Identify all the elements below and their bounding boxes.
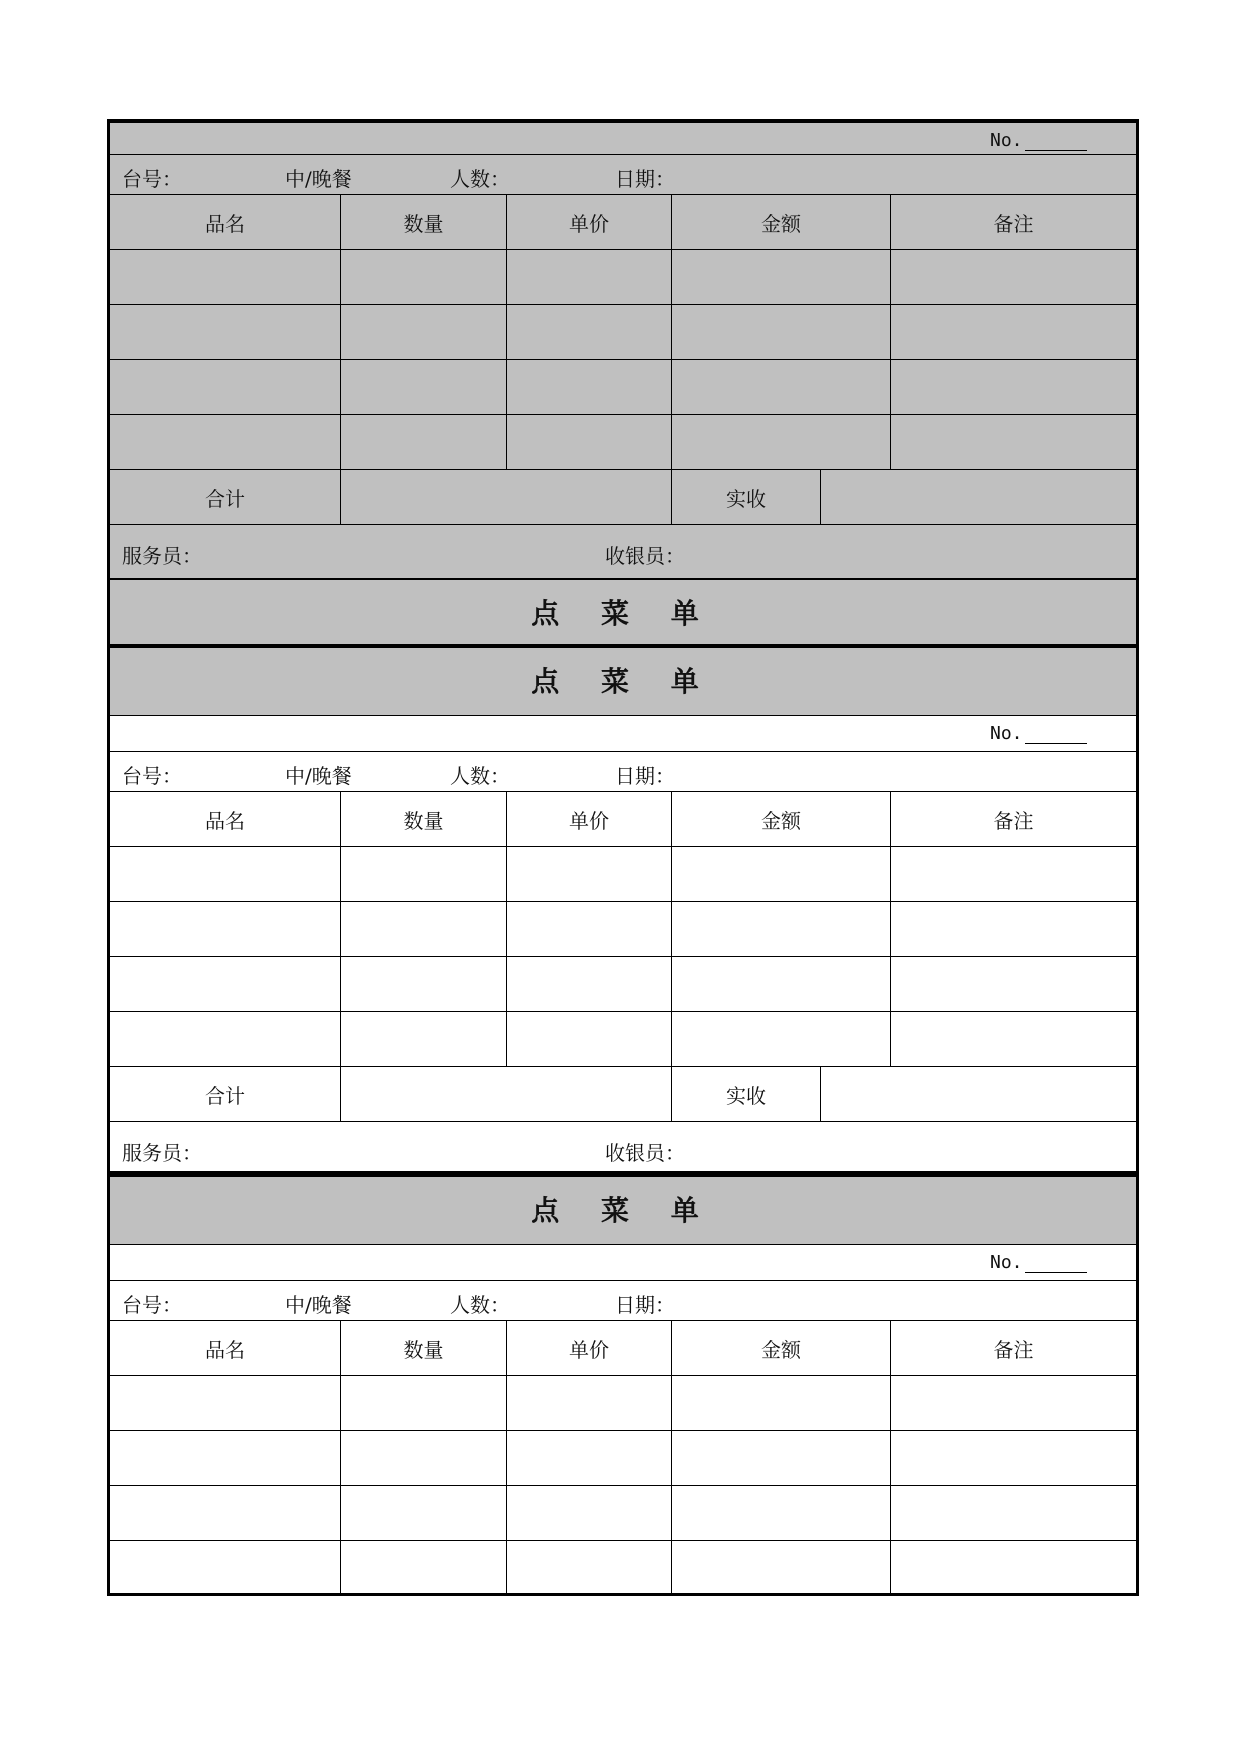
form2-cell-qty[interactable] (341, 957, 507, 1011)
form2-col-item-name: 品名 (110, 792, 341, 846)
form3-cell-remark[interactable] (891, 1486, 1136, 1540)
form1-cell-qty[interactable] (341, 415, 507, 469)
form2-received-label: 实收 (672, 1067, 821, 1121)
form3-cell-qty[interactable] (341, 1541, 507, 1593)
form1-cell-amount[interactable] (672, 305, 891, 359)
form1-cell-qty[interactable] (341, 250, 507, 304)
form3-cell-remark[interactable] (891, 1541, 1136, 1593)
form1-info-row (110, 155, 1136, 195)
form3-cell-amount[interactable] (672, 1541, 891, 1593)
form1-table-label: 台号： (122, 167, 182, 191)
form3-table-row (110, 1541, 1136, 1596)
form3-cell-remark[interactable] (891, 1431, 1136, 1485)
form1-cell-qty[interactable] (341, 305, 507, 359)
form1-col-unit-price: 单价 (507, 195, 672, 249)
form3-number-field[interactable] (990, 1252, 1087, 1273)
form3-cell-item[interactable] (110, 1376, 341, 1430)
form2-cell-price[interactable] (507, 1012, 672, 1066)
form2-cell-amount[interactable] (672, 902, 891, 956)
form1-table-row (110, 415, 1136, 470)
form2-cell-remark[interactable] (891, 957, 1136, 1011)
form2-guests-label: 人数： (450, 764, 510, 788)
form2-cell-remark[interactable] (891, 902, 1136, 956)
form1-cell-price[interactable] (507, 305, 672, 359)
form2-table-row (110, 902, 1136, 957)
form1-cashier-label: 收银员： (605, 544, 685, 568)
form1-guests-label: 人数： (450, 167, 510, 191)
form2-number-label: No. (990, 723, 1023, 744)
form3-cell-amount[interactable] (672, 1431, 891, 1485)
form2-number-blank[interactable] (1025, 723, 1087, 744)
form2-date-label: 日期： (615, 764, 675, 788)
form2-col-amount: 金额 (672, 792, 891, 846)
form3-guests-label: 人数： (450, 1293, 510, 1317)
form1-cell-amount[interactable] (672, 360, 891, 414)
form1-cell-item[interactable] (110, 415, 341, 469)
form2-cashier-label: 收银员： (605, 1141, 685, 1165)
form2-cell-remark[interactable] (891, 1012, 1136, 1066)
form1-cell-item[interactable] (110, 305, 341, 359)
form1-cell-price[interactable] (507, 250, 672, 304)
form2-cell-item[interactable] (110, 902, 341, 956)
form1-received-value[interactable] (821, 470, 1136, 524)
form2-col-unit-price: 单价 (507, 792, 672, 846)
form3-table-row (110, 1431, 1136, 1486)
form1-cell-price[interactable] (507, 360, 672, 414)
form3-cell-price[interactable] (507, 1431, 672, 1485)
form3-col-amount: 金额 (672, 1321, 891, 1375)
form2-table-row (110, 847, 1136, 902)
form2-cell-qty[interactable] (341, 847, 507, 901)
form2-cell-item[interactable] (110, 957, 341, 1011)
form1-cell-remark[interactable] (891, 415, 1136, 469)
form1-table-row (110, 360, 1136, 415)
form2-cell-amount[interactable] (672, 847, 891, 901)
form3-cell-amount[interactable] (672, 1376, 891, 1430)
form1-col-remarks: 备注 (993, 211, 1034, 236)
form1-received-label: 实收 (672, 470, 821, 524)
form1-meal-label: 中/晚餐 (285, 167, 352, 191)
form3-cell-price[interactable] (507, 1486, 672, 1540)
form3-cell-item[interactable] (110, 1431, 341, 1485)
form3-cell-price[interactable] (507, 1376, 672, 1430)
form1-cell-remark[interactable] (891, 360, 1136, 414)
form2-staff-row (110, 1122, 1136, 1177)
form2-cell-qty[interactable] (341, 1012, 507, 1066)
form3-col-remarks: 备注 (993, 1337, 1034, 1362)
form2-cell-price[interactable] (507, 957, 672, 1011)
form1-cell-amount[interactable] (672, 250, 891, 304)
form3-cell-item[interactable] (110, 1486, 341, 1540)
form3-header-row (110, 1321, 1136, 1376)
form1-number-blank[interactable] (1025, 130, 1087, 151)
form2-col-quantity: 数量 (341, 792, 507, 846)
order-form-sheet (107, 119, 1139, 1596)
form3-col-item-name: 品名 (110, 1321, 341, 1375)
form1-waiter-label: 服务员： (122, 544, 202, 568)
form3-table-row (110, 1376, 1136, 1431)
form2-subtotal-value[interactable] (341, 1067, 672, 1121)
form1-col-item-name: 品名 (110, 195, 341, 249)
form1-cell-item[interactable] (110, 360, 341, 414)
form2-col-remarks: 备注 (993, 808, 1034, 833)
form1-col-amount: 金额 (672, 195, 891, 249)
form3-title: 点 菜 单 (110, 1177, 1136, 1245)
form3-cell-price[interactable] (507, 1541, 672, 1593)
form1-cell-item[interactable] (110, 250, 341, 304)
form1-number-label: No. (990, 130, 1023, 151)
form3-table-row (110, 1486, 1136, 1541)
form1-cell-price[interactable] (507, 415, 672, 469)
form3-cell-qty[interactable] (341, 1376, 507, 1430)
form2-cell-amount[interactable] (672, 1012, 891, 1066)
form3-cell-item[interactable] (110, 1541, 341, 1593)
form3-meal-label: 中/晚餐 (285, 1293, 352, 1317)
form3-cell-qty[interactable] (341, 1431, 507, 1485)
form2-received-value[interactable] (821, 1067, 1136, 1121)
form3-info-row (110, 1281, 1136, 1321)
form3-cell-remark[interactable] (891, 1376, 1136, 1430)
form1-table-row (110, 305, 1136, 360)
form3-date-label: 日期： (615, 1293, 675, 1317)
form3-col-quantity: 数量 (341, 1321, 507, 1375)
form2-cell-item[interactable] (110, 847, 341, 901)
form3-cell-amount[interactable] (672, 1486, 891, 1540)
form2-table-label: 台号： (122, 764, 182, 788)
form3-number-blank[interactable] (1025, 1252, 1087, 1273)
form1-subtotal-label: 合计 (110, 470, 341, 524)
form2-totals-row (110, 1067, 1136, 1122)
form3-number-row (110, 1245, 1136, 1281)
form2-cell-amount[interactable] (672, 957, 891, 1011)
form2-info-row (110, 752, 1136, 792)
form3-col-unit-price: 单价 (507, 1321, 672, 1375)
form2-cell-qty[interactable] (341, 902, 507, 956)
form1-cell-amount[interactable] (672, 415, 891, 469)
form2-header-row (110, 792, 1136, 847)
form2-cell-price[interactable] (507, 902, 672, 956)
form1-subtotal-value[interactable] (341, 470, 672, 524)
form1-number-field[interactable] (990, 130, 1087, 151)
form2-cell-remark[interactable] (891, 847, 1136, 901)
form2-meal-label: 中/晚餐 (285, 764, 352, 788)
form2-title: 点 菜 单 (110, 648, 1136, 716)
form1-cell-qty[interactable] (341, 360, 507, 414)
form1-totals-row (110, 470, 1136, 525)
form1-header-row (110, 195, 1136, 250)
form1-table-row (110, 250, 1136, 305)
form1-cell-remark[interactable] (891, 305, 1136, 359)
form1-date-label: 日期： (615, 167, 675, 191)
form1-col-quantity: 数量 (341, 195, 507, 249)
form2-number-row (110, 716, 1136, 752)
form1-staff-row (110, 525, 1136, 580)
form2-table-row (110, 1012, 1136, 1067)
form3-cell-qty[interactable] (341, 1486, 507, 1540)
form2-table-row (110, 957, 1136, 1012)
form2-subtotal-label: 合计 (110, 1067, 341, 1121)
form2-cell-price[interactable] (507, 847, 672, 901)
form1-number-row (110, 119, 1136, 155)
form3-table-label: 台号： (122, 1293, 182, 1317)
form3-number-label: No. (990, 1252, 1023, 1273)
form2-cell-item[interactable] (110, 1012, 341, 1066)
form1-title: 点 菜 单 (110, 580, 1136, 648)
form1-cell-remark[interactable] (891, 250, 1136, 304)
form2-number-field[interactable] (990, 723, 1087, 744)
form2-waiter-label: 服务员： (122, 1141, 202, 1165)
